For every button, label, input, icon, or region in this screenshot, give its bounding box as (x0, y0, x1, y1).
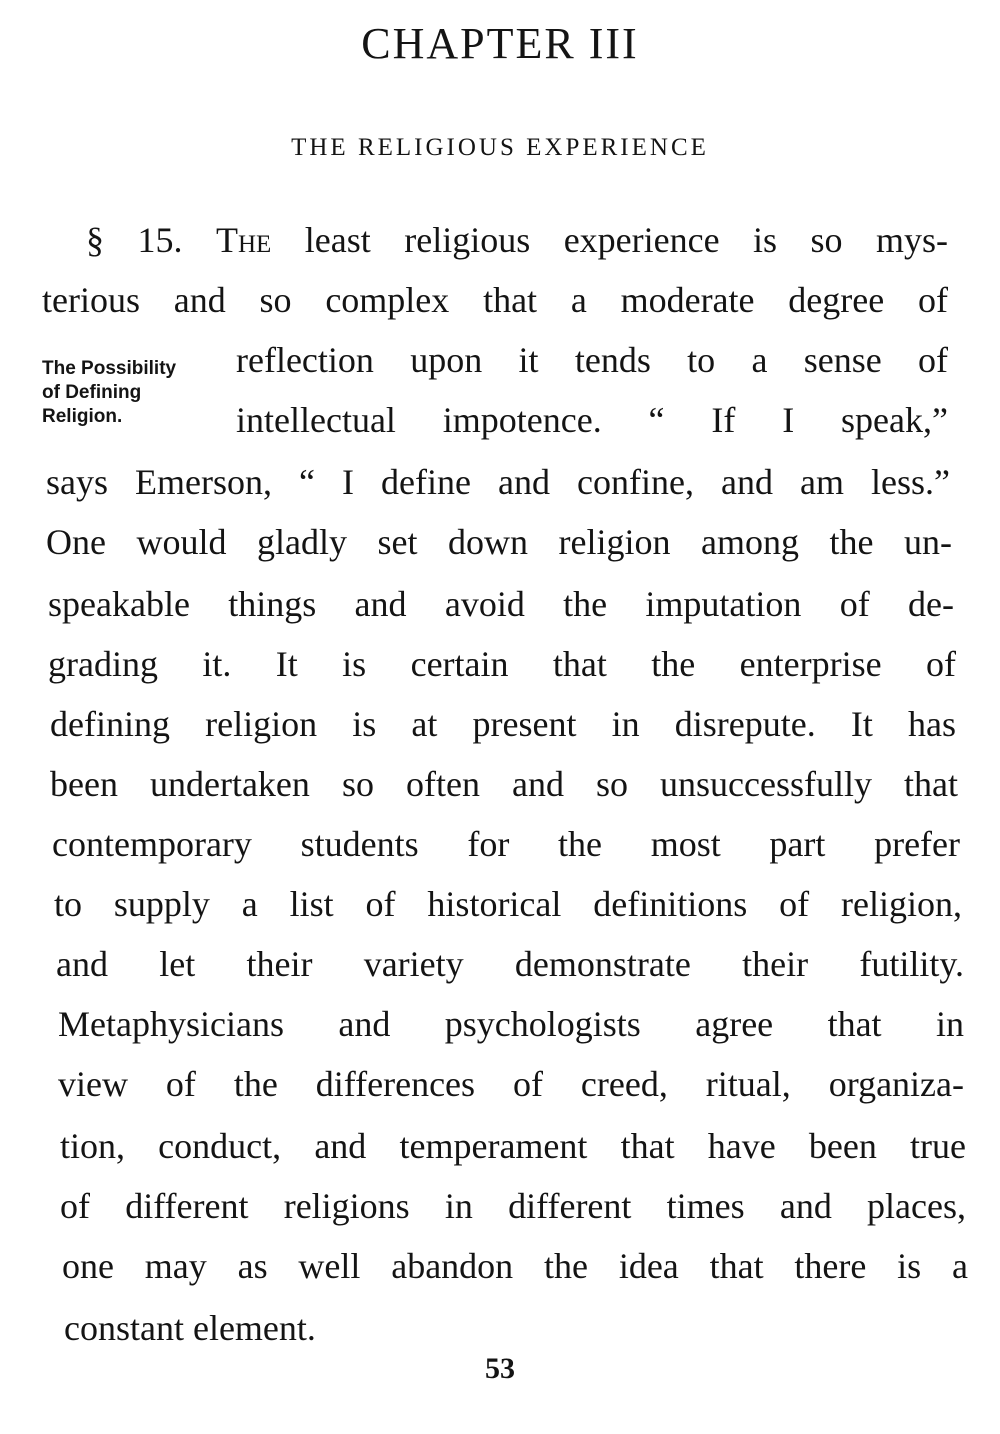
paragraph-line: been undertaken so often and so unsuccessfully that (50, 764, 958, 804)
paragraph-line (86, 216, 948, 264)
paragraph-line: one may as well abandon the idea that there is a (62, 1246, 968, 1286)
paragraph-line: of different religions in different times and places, (60, 1186, 966, 1226)
lead-word: The (215, 220, 272, 260)
margin-note-line: Religion. (42, 406, 123, 427)
paragraph-line: speakable things and avoid the imputation of de- (48, 584, 954, 624)
paragraph-line: reflection upon it tends to a sense of (236, 340, 948, 380)
paragraph-line: view of the differences of creed, ritual, organiza- (58, 1064, 964, 1104)
paragraph-line: contemporary students for the most part prefer (52, 824, 960, 864)
margin-note-line: The Possibility (42, 358, 177, 379)
section-mark: § 15. (86, 220, 183, 260)
margin-note (42, 357, 232, 429)
paragraph-line: intellectual impotence. “ If I speak,” (236, 400, 948, 440)
page-number: 53 (485, 1352, 515, 1385)
first-line-text: least religious experience is so mys- (304, 220, 949, 260)
paragraph-line: grading it. It is certain that the enterprise of (48, 644, 956, 684)
paragraph-line: says Emerson, “ I define and confine, and am less.” (46, 462, 950, 502)
paragraph-line: One would gladly set down religion among the un- (46, 522, 952, 562)
paragraph-line: Metaphysicians and psychologists agree that in (58, 1004, 964, 1044)
paragraph-line: to supply a list of historical definitions of religion, (54, 884, 962, 924)
paragraph-line: defining religion is at present in disrepute. It has (50, 704, 956, 744)
chapter-title: THE RELIGIOUS EXPERIENCE (291, 134, 709, 161)
paragraph-line: terious and so complex that a moderate degree of (42, 280, 948, 320)
chapter-heading: CHAPTER III (361, 19, 639, 68)
paragraph-line: and let their variety demonstrate their futility. (56, 944, 964, 984)
paragraph-line: tion, conduct, and temperament that have been true (60, 1126, 966, 1166)
margin-note-line: of Defining (42, 382, 142, 403)
paragraph-line: constant element. (64, 1308, 316, 1348)
